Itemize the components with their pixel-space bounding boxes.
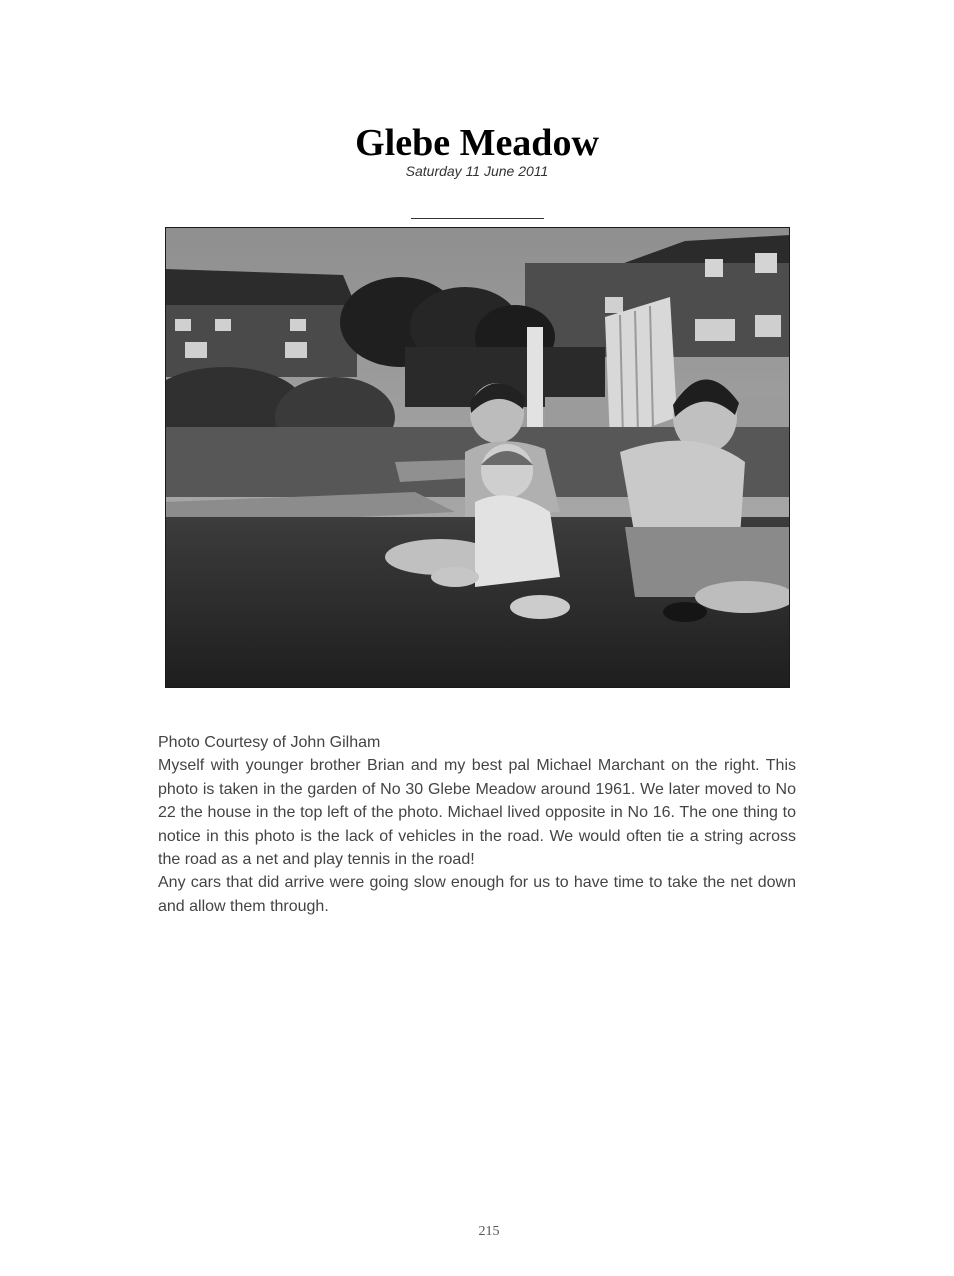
page-title: Glebe Meadow (355, 122, 599, 164)
garden-photo (165, 227, 790, 688)
left-house (165, 269, 357, 377)
page-date: Saturday 11 June 2011 (405, 163, 549, 179)
caption-paragraph: Myself with younger brother Brian and my best pal Michael Marchant on the right. This photo is taken in the garden of No 30 Glebe Meadow around 1961. We later moved to No 22 the house in the top left of the photo. Michael lived opposite in No 16. The one thing to notice in this photo is the lack of vehicles in the road. We would often tie a string across the road as a net and play tennis in the road! (158, 757, 796, 869)
caption-paragraph: Any cars that did arrive were going slow enough for us to have time to take the net down and allow them through. (158, 874, 796, 915)
photo-caption (158, 731, 796, 918)
page-number: 215 (478, 1224, 500, 1239)
title-divider (411, 218, 544, 219)
photo-credit: Photo Courtesy of John Gilham (158, 734, 381, 751)
